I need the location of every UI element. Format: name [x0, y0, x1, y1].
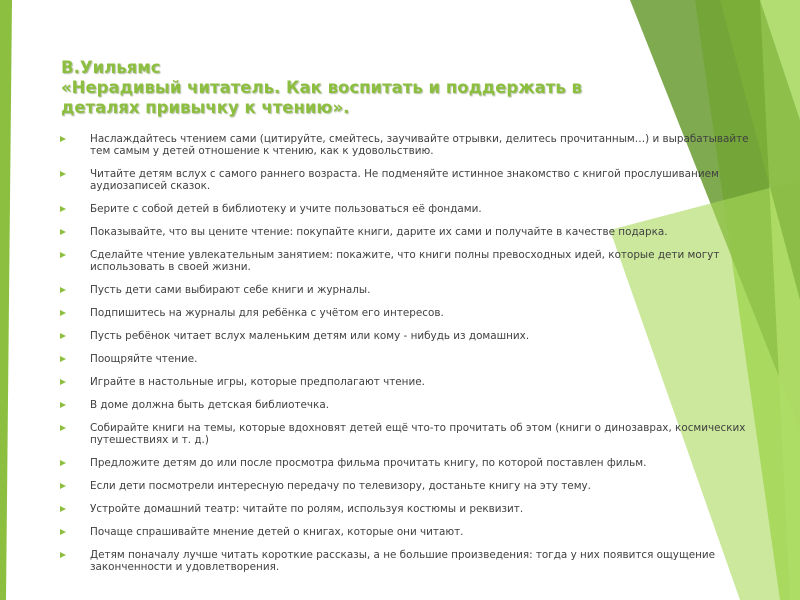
bullet-item [60, 526, 760, 538]
bullet-arrow-icon [60, 529, 66, 535]
bullet-arrow-icon [60, 425, 66, 431]
title-book-line-1: «Нерадивый читатель. Как воспитать и поддержать в [61, 78, 582, 97]
bullet-item [60, 480, 760, 492]
bullet-arrow-icon [60, 356, 66, 362]
bullet-item [60, 549, 760, 573]
bullet-text: Показывайте, что вы цените чтение: покупайте книги, дарите их сами и получайте в качестве подарка. [90, 226, 668, 238]
bullet-text: Играйте в настольные игры, которые предполагают чтение. [90, 376, 425, 388]
bullet-text: Поощряйте чтение. [90, 353, 198, 365]
bullet-arrow-icon [60, 136, 66, 142]
bullet-item [60, 376, 760, 388]
bullet-text: Наслаждайтесь чтением сами (цитируйте, смейтесь, заучивайте отрывки, делитесь прочитанным…) и вырабатывайте тем самым у детей отношение к чтению, как к удовольствию. [90, 133, 749, 157]
bullet-text: Берите с собой детей в библиотеку и учите пользоваться её фондами. [90, 203, 482, 215]
bullet-item [60, 133, 760, 157]
bullet-text: Почаще спрашивайте мнение детей о книгах, которые они читают. [90, 526, 464, 538]
bullet-item [60, 399, 760, 411]
bullet-arrow-icon [60, 379, 66, 385]
left-edge-stripe [0, 0, 12, 600]
bullet-text: В доме должна быть детская библиотечка. [90, 399, 329, 411]
bullet-arrow-icon [60, 460, 66, 466]
bullet-arrow-icon [60, 552, 66, 558]
bullet-arrow-icon [60, 287, 66, 293]
bullet-text: Пусть дети сами выбирают себе книги и журналы. [90, 284, 371, 296]
bullet-arrow-icon [60, 252, 66, 258]
bullet-item [60, 422, 760, 446]
bullet-item [60, 168, 760, 192]
bullet-text: Подпишитесь на журналы для ребёнка с учётом его интересов. [90, 307, 444, 319]
bullet-text: Детям поначалу лучше читать короткие рассказы, а не большие произведения: тогда у них появится ощущение законченности и удовлетворения. [90, 549, 716, 573]
bullet-item [60, 503, 760, 515]
bullet-list [60, 133, 760, 584]
bullet-text: Собирайте книги на темы, которые вдохновят детей ещё что-то прочитать об этом (книги о динозаврах, космических путешествиях и т. д.) [90, 422, 746, 446]
bullet-arrow-icon [60, 229, 66, 235]
bullet-text: Устройте домашний театр: читайте по ролям, используя костюмы и реквизит. [90, 503, 524, 515]
bullet-text: Если дети посмотрели интересную передачу по телевизору, достаньте книгу на эту тему. [90, 480, 591, 492]
bullet-item [60, 307, 760, 319]
bullet-arrow-icon [60, 506, 66, 512]
bullet-item [60, 330, 760, 342]
bullet-arrow-icon [60, 310, 66, 316]
bullet-text: Сделайте чтение увлекательным занятием: покажите, что книги полны превосходных идей, которые дети могут использовать в своей жизни. [90, 249, 720, 273]
bullet-item [60, 457, 760, 469]
bullet-arrow-icon [60, 402, 66, 408]
bullet-item [60, 249, 760, 273]
title-author: В.Уильямс [61, 58, 161, 77]
bullet-text: Пусть ребёнок читает вслух маленьким детям или кому - нибудь из домашних. [90, 330, 530, 342]
bullet-arrow-icon [60, 333, 66, 339]
bullet-text: Предложите детям до или после просмотра фильма прочитать книгу, по которой поставлен фильм. [90, 457, 647, 469]
bullet-text: Читайте детям вслух с самого раннего возраста. Не подменяйте истинное знакомство с книгой прослушиванием аудиозаписей сказок. [90, 168, 719, 192]
bullet-item [60, 203, 760, 215]
bullet-item [60, 284, 760, 296]
bullet-arrow-icon [60, 483, 66, 489]
title-book-line-2: деталях привычку к чтению». [61, 98, 350, 117]
slide-title [61, 58, 621, 118]
bullet-item [60, 353, 760, 365]
bullet-arrow-icon [60, 206, 66, 212]
bullet-arrow-icon [60, 171, 66, 177]
bullet-item [60, 226, 760, 238]
